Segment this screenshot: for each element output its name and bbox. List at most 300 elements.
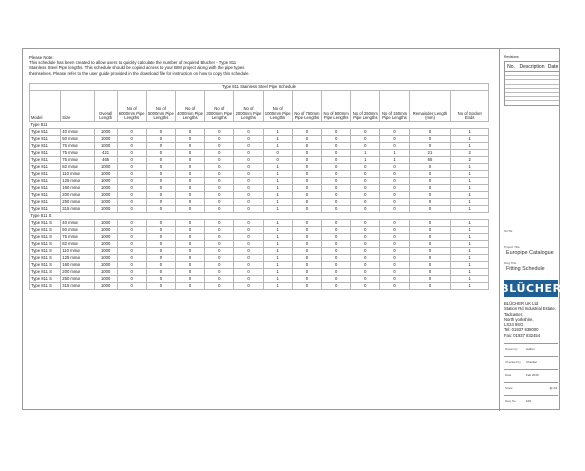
table-cell: 0: [234, 255, 263, 262]
table-cell: 0: [234, 178, 263, 185]
table-cell: 0: [322, 199, 351, 206]
table-cell: 315 mmø: [61, 206, 94, 213]
table-cell: 0: [322, 178, 351, 185]
table-cell: 0: [380, 171, 409, 178]
table-cell: 0: [322, 206, 351, 213]
table-cell: 0: [234, 129, 263, 136]
table-cell: 0: [351, 185, 380, 192]
address-line: Tadcaster,: [504, 311, 524, 317]
table-cell: 0: [117, 143, 146, 150]
table-cell: Type 811: [30, 178, 61, 185]
schedule-title: Type 811 Stainless Steel Pipe Schedule: [30, 84, 489, 91]
table-cell: 0: [176, 178, 205, 185]
table-cell: 0: [380, 192, 409, 199]
table-cell: 1000: [94, 220, 117, 227]
table-cell: 0: [234, 192, 263, 199]
table-cell: Type 811: [30, 143, 61, 150]
table-cell: Type 811 S: [30, 255, 61, 262]
table-cell: Type 811: [30, 150, 61, 157]
table-cell: 0: [351, 255, 380, 262]
table-cell: 1: [263, 241, 292, 248]
column-header: Overall Length: [94, 91, 117, 122]
table-cell: 1: [263, 185, 292, 192]
table-cell: 0: [176, 164, 205, 171]
table-cell: 0: [351, 129, 380, 136]
table-cell: Type 811 S: [30, 269, 61, 276]
table-cell: 1: [263, 171, 292, 178]
table-cell: 0: [380, 255, 409, 262]
table-cell: 0: [292, 283, 321, 290]
table-cell: 0: [234, 234, 263, 241]
column-header: Remainder Length (mm): [409, 91, 451, 122]
table-cell: 0: [176, 220, 205, 227]
table-cell: 0: [234, 136, 263, 143]
table-cell: 0: [176, 157, 205, 164]
table-cell: 1: [451, 227, 489, 234]
table-cell: 0: [409, 262, 451, 269]
table-row: [30, 157, 489, 164]
table-cell: 0: [292, 143, 321, 150]
column-header: No of 5000mm Pipe Lengths: [146, 91, 175, 122]
table-cell: 0: [409, 227, 451, 234]
table-cell: Type 811: [30, 206, 61, 213]
table-cell: 0: [117, 227, 146, 234]
table-cell: Type 811: [30, 185, 61, 192]
table-cell: 1: [451, 192, 489, 199]
table-cell: 0: [146, 192, 175, 199]
table-cell: 1: [451, 269, 489, 276]
table-cell: 0: [292, 269, 321, 276]
table-cell: Type 811 S: [30, 276, 61, 283]
table-cell: 0: [292, 157, 321, 164]
schedule-note: [29, 55, 489, 76]
table-cell: 0: [176, 234, 205, 241]
column-header: No of Socket Ends: [451, 91, 489, 122]
column-header: No of 750mm Pipe Lengths: [292, 91, 321, 122]
table-cell: 0: [351, 192, 380, 199]
table-cell: 0: [351, 143, 380, 150]
table-cell: 0: [117, 185, 146, 192]
table-cell: 0: [322, 129, 351, 136]
table-cell: 1: [263, 192, 292, 199]
note-line: Stainless Steel Pipe lengths. This schedule should be copied across to your BIM project along with the pipe types: [29, 65, 245, 71]
table-cell: 0: [176, 185, 205, 192]
table-cell: 0: [409, 171, 451, 178]
table-cell: 1: [451, 178, 489, 185]
table-row: [30, 269, 489, 276]
table-cell: 0: [176, 199, 205, 206]
table-cell: 75 mmø: [61, 234, 94, 241]
table-cell: 0: [380, 143, 409, 150]
table-cell: 0: [234, 164, 263, 171]
column-header: No of 2000mm Pipe Lengths: [234, 91, 263, 122]
address-line: Fax: 01937 832454: [504, 332, 541, 338]
table-cell: 0: [351, 276, 380, 283]
table-cell: 0: [292, 227, 321, 234]
table-cell: 0: [409, 164, 451, 171]
table-cell: 0: [292, 164, 321, 171]
table-cell: 0: [351, 220, 380, 227]
table-cell: 0: [351, 171, 380, 178]
table-cell: 0: [176, 136, 205, 143]
table-cell: 0: [146, 220, 175, 227]
table-cell: 0: [146, 269, 175, 276]
table-cell: 65: [409, 157, 451, 164]
table-cell: 0: [146, 178, 175, 185]
rev-date-header: Date: [547, 63, 559, 70]
table-cell: 0: [176, 150, 205, 157]
table-cell: 0: [409, 248, 451, 255]
column-header: No of 6000mm Pipe Lengths: [117, 91, 146, 122]
table-cell: 0: [146, 234, 175, 241]
table-cell: 1000: [94, 164, 117, 171]
table-cell: 0: [409, 178, 451, 185]
table-cell: 0: [176, 241, 205, 248]
table-cell: 21: [409, 150, 451, 157]
pipe-schedule-table: [29, 83, 489, 290]
table-cell: 0: [146, 143, 175, 150]
table-cell: 0: [351, 164, 380, 171]
table-cell: 0: [146, 129, 175, 136]
table-row: [30, 171, 489, 178]
table-cell: 0: [117, 171, 146, 178]
table-cell: 0: [117, 157, 146, 164]
table-cell: 0: [205, 269, 234, 276]
table-cell: 0: [234, 220, 263, 227]
table-cell: 0: [292, 220, 321, 227]
table-cell: 0: [409, 269, 451, 276]
table-cell: 1000: [94, 262, 117, 269]
table-cell: 0: [205, 192, 234, 199]
table-cell: 82 mmø: [61, 241, 94, 248]
table-cell: 0: [351, 241, 380, 248]
table-cell: 1000: [94, 129, 117, 136]
table-cell: 200 mmø: [61, 269, 94, 276]
table-cell: 1: [263, 234, 292, 241]
table-cell: 0: [380, 241, 409, 248]
table-cell: 1: [263, 206, 292, 213]
table-cell: 0: [292, 136, 321, 143]
table-cell: 0: [380, 199, 409, 206]
table-cell: 0: [205, 241, 234, 248]
table-cell: 0: [380, 220, 409, 227]
table-cell: 0: [146, 241, 175, 248]
table-cell: 1: [263, 164, 292, 171]
address-line: North yorkshire,: [504, 316, 534, 322]
table-cell: 0: [176, 255, 205, 262]
table-row: [30, 220, 489, 227]
table-cell: 1000: [94, 206, 117, 213]
table-cell: 0: [146, 199, 175, 206]
table-row: [30, 248, 489, 255]
table-cell: 0: [146, 276, 175, 283]
table-cell: 1: [263, 227, 292, 234]
table-cell: 0: [409, 199, 451, 206]
table-cell: 0: [117, 241, 146, 248]
table-cell: 0: [292, 185, 321, 192]
group-label: Type 811 S: [30, 213, 489, 220]
table-cell: 0: [205, 171, 234, 178]
revisions-label: Revisions: [504, 55, 519, 59]
table-cell: 1000: [94, 136, 117, 143]
table-cell: 0: [205, 150, 234, 157]
table-cell: 0: [205, 136, 234, 143]
revisions-table: [504, 61, 560, 106]
table-cell: 0: [205, 178, 234, 185]
table-cell: 1: [451, 171, 489, 178]
table-row: [30, 241, 489, 248]
table-cell: 1: [263, 276, 292, 283]
table-cell: 0: [117, 164, 146, 171]
table-cell: 1: [263, 269, 292, 276]
table-cell: 0: [234, 150, 263, 157]
table-cell: 75 mmø: [61, 157, 94, 164]
table-cell: 0: [117, 192, 146, 199]
table-cell: 0: [205, 185, 234, 192]
table-cell: Type 811: [30, 171, 61, 178]
table-row: [30, 255, 489, 262]
table-cell: 0: [263, 150, 292, 157]
table-cell: 0: [263, 157, 292, 164]
field-key: Scale: [505, 386, 513, 390]
table-cell: 0: [380, 185, 409, 192]
table-cell: 0: [176, 276, 205, 283]
table-cell: 1: [263, 262, 292, 269]
table-cell: 0: [409, 234, 451, 241]
table-cell: 0: [205, 129, 234, 136]
table-cell: 250 mmø: [61, 276, 94, 283]
table-cell: 250 mmø: [61, 199, 94, 206]
table-cell: 0: [409, 136, 451, 143]
table-cell: 1: [263, 178, 292, 185]
table-cell: 50 mmø: [61, 227, 94, 234]
table-cell: 200 mmø: [61, 192, 94, 199]
column-header: No of 3000mm Pipe Lengths: [205, 91, 234, 122]
table-cell: 0: [117, 283, 146, 290]
table-cell: 0: [380, 283, 409, 290]
field-key: Dwg No.: [505, 399, 517, 403]
table-cell: 0: [409, 129, 451, 136]
table-cell: 1: [451, 234, 489, 241]
table-cell: 110 mmø: [61, 171, 94, 178]
address-line: Tel: 01937 838000: [504, 327, 539, 333]
table-cell: 0: [322, 234, 351, 241]
table-cell: 40 mmø: [61, 129, 94, 136]
table-cell: 0: [351, 178, 380, 185]
table-cell: 0: [176, 283, 205, 290]
table-cell: 0: [380, 206, 409, 213]
table-cell: Type 811 S: [30, 262, 61, 269]
blucher-logo: BLÜCHER: [500, 282, 562, 295]
table-cell: 0: [234, 283, 263, 290]
table-cell: 0: [292, 150, 321, 157]
table-cell: 0: [322, 136, 351, 143]
table-cell: 1: [351, 150, 380, 157]
table-cell: 1: [263, 143, 292, 150]
table-cell: 0: [117, 150, 146, 157]
table-cell: 40 mmø: [61, 220, 94, 227]
table-cell: 0: [351, 262, 380, 269]
table-cell: 0: [322, 276, 351, 283]
table-cell: 0: [409, 143, 451, 150]
field-value: Feb 2015: [526, 373, 539, 377]
field-value: Checker: [526, 360, 538, 364]
table-cell: 1000: [94, 171, 117, 178]
note-line: This schedule has been created to allow users to quickly calculate the number of required Blucher - Type 811: [29, 60, 237, 66]
table-cell: 0: [322, 171, 351, 178]
table-cell: 0: [322, 227, 351, 234]
table-cell: 0: [409, 220, 451, 227]
table-cell: 0: [117, 129, 146, 136]
table-cell: 0: [176, 262, 205, 269]
note-line: themselves. Please refer to the user guide provided in the download file for instruction on how to copy this schedule.: [29, 70, 250, 76]
table-cell: 0: [234, 269, 263, 276]
table-cell: 1000: [94, 241, 117, 248]
table-cell: 0: [205, 234, 234, 241]
table-cell: 125 mmø: [61, 178, 94, 185]
table-cell: 0: [380, 276, 409, 283]
table-cell: 1: [451, 143, 489, 150]
table-cell: 0: [146, 150, 175, 157]
table-cell: 0: [146, 262, 175, 269]
table-cell: 1: [263, 199, 292, 206]
table-cell: 0: [234, 199, 263, 206]
table-cell: 0: [205, 283, 234, 290]
table-cell: 0: [205, 255, 234, 262]
table-cell: 0: [176, 192, 205, 199]
table-cell: Type 811: [30, 192, 61, 199]
table-row: [30, 234, 489, 241]
table-cell: Type 811 S: [30, 248, 61, 255]
table-cell: 0: [292, 248, 321, 255]
table-cell: 0: [351, 136, 380, 143]
table-cell: 0: [205, 262, 234, 269]
table-row: [30, 143, 489, 150]
table-cell: 0: [380, 164, 409, 171]
drawn-by-field: [504, 343, 558, 355]
table-cell: 0: [146, 206, 175, 213]
table-cell: 0: [322, 157, 351, 164]
table-cell: 1: [451, 283, 489, 290]
project-title: Europipe Catalogue: [506, 250, 554, 256]
table-cell: 1000: [94, 283, 117, 290]
table-cell: 0: [292, 199, 321, 206]
table-cell: 0: [351, 283, 380, 290]
table-cell: 0: [205, 220, 234, 227]
table-cell: 1: [380, 157, 409, 164]
table-cell: 2: [451, 157, 489, 164]
table-cell: 0: [380, 248, 409, 255]
project-label: Project Title: [504, 245, 520, 249]
table-cell: 0: [176, 129, 205, 136]
table-cell: 0: [117, 262, 146, 269]
column-header: No of 4000mm Pipe Lengths: [176, 91, 205, 122]
rev-no-header: No.: [507, 63, 515, 70]
table-cell: 1000: [94, 192, 117, 199]
table-cell: 1: [380, 150, 409, 157]
table-cell: 0: [380, 178, 409, 185]
table-cell: 1: [451, 199, 489, 206]
table-cell: 0: [205, 248, 234, 255]
table-cell: 0: [146, 136, 175, 143]
table-cell: 1000: [94, 143, 117, 150]
table-cell: 1000: [94, 178, 117, 185]
table-cell: 0: [146, 255, 175, 262]
drawing-label: Dwg Title: [504, 261, 517, 265]
table-cell: 0: [322, 150, 351, 157]
table-row: [30, 136, 489, 143]
column-header: Model: [30, 91, 61, 122]
table-cell: 0: [409, 192, 451, 199]
table-cell: 0: [176, 206, 205, 213]
table-cell: 1: [263, 136, 292, 143]
table-cell: Type 811: [30, 164, 61, 171]
note-label: NOTE: [504, 229, 513, 233]
table-cell: 0: [234, 262, 263, 269]
table-cell: 0: [176, 171, 205, 178]
table-cell: 0: [322, 241, 351, 248]
table-cell: 0: [205, 199, 234, 206]
table-cell: 1: [451, 220, 489, 227]
table-cell: 0: [117, 269, 146, 276]
table-cell: 1000: [94, 276, 117, 283]
table-cell: 1000: [94, 234, 117, 241]
column-header: No of 250mm Pipe Lengths: [351, 91, 380, 122]
table-row: [30, 129, 489, 136]
table-row: [30, 206, 489, 213]
table-cell: 0: [322, 220, 351, 227]
table-cell: 110 mmø: [61, 248, 94, 255]
table-cell: 1000: [94, 248, 117, 255]
table-cell: 0: [234, 143, 263, 150]
column-header: No of 150mm Pipe Lengths: [380, 91, 409, 122]
field-key: Checked by: [505, 360, 521, 364]
table-cell: Type 811 S: [30, 234, 61, 241]
table-row: [30, 164, 489, 171]
table-cell: 0: [292, 255, 321, 262]
table-cell: 0: [409, 283, 451, 290]
table-cell: 0: [322, 283, 351, 290]
table-cell: 0: [146, 171, 175, 178]
column-header: No of 1000mm Pipe Lengths: [263, 91, 292, 122]
table-cell: 0: [292, 192, 321, 199]
table-cell: 0: [234, 185, 263, 192]
table-cell: Type 811 S: [30, 283, 61, 290]
table-row: [30, 199, 489, 206]
table-cell: 0: [205, 227, 234, 234]
table-cell: 0: [380, 129, 409, 136]
table-row: [30, 283, 489, 290]
table-cell: 0: [351, 269, 380, 276]
table-cell: 0: [146, 164, 175, 171]
table-cell: 1: [451, 136, 489, 143]
field-key: Date: [505, 373, 512, 377]
table-cell: 0: [205, 143, 234, 150]
table-cell: 0: [351, 234, 380, 241]
table-cell: 0: [292, 234, 321, 241]
table-cell: 0: [292, 171, 321, 178]
table-cell: 0: [380, 227, 409, 234]
drawing-number-field: [504, 395, 558, 407]
table-cell: Type 811 S: [30, 241, 61, 248]
note-line: Please Note:: [29, 55, 54, 60]
address-line: Station Rd Industrial Estate,: [504, 306, 556, 312]
drawing-sheet: [22, 48, 560, 410]
table-cell: 1000: [94, 255, 117, 262]
table-cell: 1000: [94, 269, 117, 276]
table-cell: 0: [322, 269, 351, 276]
table-cell: 1: [451, 248, 489, 255]
